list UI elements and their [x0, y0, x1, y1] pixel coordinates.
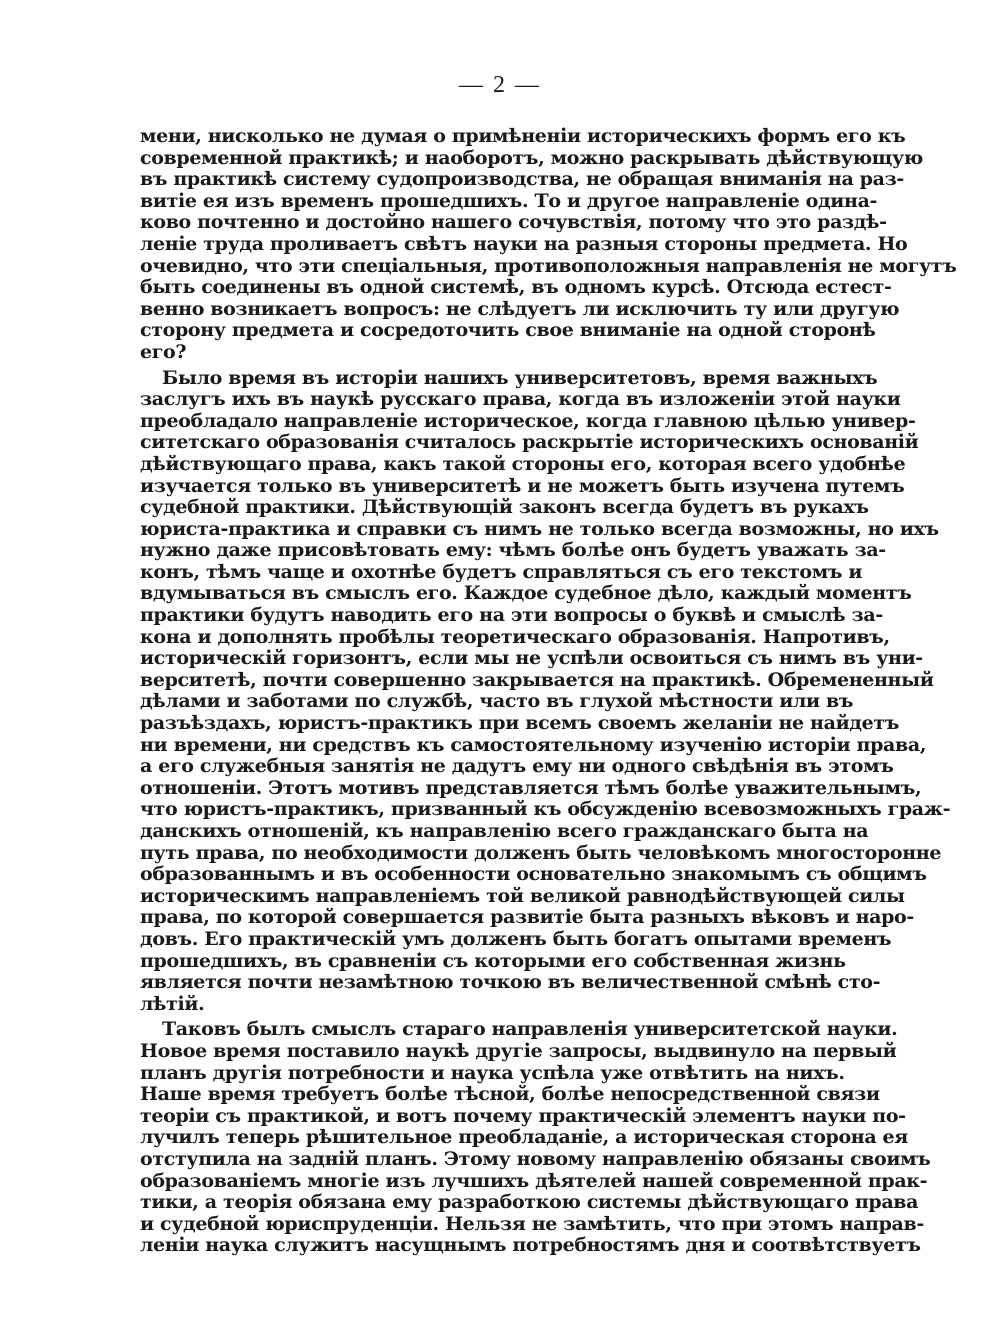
text-line: довъ. Его практическій умъ долженъ быть богатъ опытами временъ [140, 927, 892, 950]
text-line: образованіемъ многіе изъ лучшихъ дѣятелей нашей современной прак- [140, 1169, 928, 1192]
text-line: Таковъ былъ смыслъ стараго направленія университетской науки. [162, 1018, 898, 1041]
text-line: разъѣздахъ, юристъ-практикъ при всемъ своемъ желаніи не найдетъ [140, 712, 900, 735]
text-line: быть соединены въ одной системѣ, въ одномъ курсѣ. Отсюда естест- [140, 276, 892, 299]
text-line: ково почтенно и достойно нашего сочувствія, потому что это раздѣ- [140, 211, 887, 234]
text-line: историческимъ направленіемъ той великой равнодѣйствующей силы [140, 884, 905, 907]
text-line: венно возникаетъ вопросъ: не слѣдуетъ ли исключить ту или другую [140, 297, 900, 320]
text-line: кона и дополнять пробѣлы теоретическаго образованія. Напротивъ, [140, 625, 890, 648]
text-line: леніе труда проливаетъ свѣтъ науки на разныя стороны предмета. Но [140, 232, 908, 255]
text-line: прошедшихъ, въ сравненіи съ которыми его собственная жизнь [140, 949, 846, 972]
text-line: образованнымъ и въ особенности основательно знакомымъ съ общимъ [140, 863, 927, 886]
text-line: дѣлами и заботами по службѣ, часто въ глухой мѣстности или въ [140, 690, 854, 713]
text-line: практики будутъ наводить его на эти вопросы о буквѣ и смыслѣ за- [140, 604, 883, 627]
text-line: изучается только въ университетѣ и не можетъ быть изучена путемъ [140, 474, 905, 497]
text-line: данскихъ отношеній, къ направленію всего гражданскаго быта на [140, 820, 869, 842]
text-line: ситетскаго образованія считалось раскрытіе историческихъ основаній [140, 431, 919, 454]
page-number: — 2 — [459, 72, 541, 98]
text-line: юриста-практика и справки съ нимъ не только всегда возможны, но ихъ [140, 517, 939, 540]
text-line: дѣйствующаго права, какъ такой стороны его, которая всего удобнѣе [140, 452, 906, 475]
body-text [140, 125, 957, 1257]
text-line: мени, нисколько не думая о примѣненіи историческихъ формъ его къ [140, 125, 906, 147]
text-line: вдумываться въ смыслъ его. Каждое судебное дѣло, каждый моментъ [140, 582, 912, 605]
text-line: очевидно, что эти спеціальныя, противоположныя направленія не могутъ [140, 254, 957, 277]
text-line: историческій горизонтъ, если мы не успѣли освоиться съ нимъ въ уни- [140, 647, 923, 670]
text-line: права, по которой совершается развитіе быта разныхъ вѣковъ и наро- [140, 906, 914, 929]
text-line: ни времени, ни средствъ къ самостоятельному изученію исторіи права, [140, 733, 927, 756]
text-line: витіе ея изъ временъ прошедшихъ. То и другое направленіе одина- [140, 189, 878, 212]
text-line: въ практикѣ систему судопроизводства, не обращая вниманія на раз- [140, 168, 904, 191]
paragraph [140, 1018, 931, 1257]
text-line: отношеніи. Этотъ мотивъ представляется тѣмъ болѣе уважительнымъ, [140, 776, 922, 799]
text-line: Новое время поставило наукѣ другіе запросы, выдвинуло на первый [140, 1039, 897, 1062]
text-line: современной практикѣ; и наоборотъ, можно раскрывать дѣйствующую [140, 146, 923, 169]
text-line: путь права, по необходимости долженъ быть человѣкомъ многосторонне [140, 841, 942, 864]
text-line: леніи наука служитъ насущнымъ потребностямъ дня и соотвѣтствуетъ [140, 1234, 921, 1257]
text-line: заслугъ ихъ въ наукѣ русскаго права, когда въ изложеніи этой науки [140, 388, 901, 411]
text-line: нужно даже присовѣтовать ему: чѣмъ болѣе онъ будетъ уважать за- [140, 539, 886, 562]
text-line: теоріи съ практикой, и вотъ почему практическій элементъ науки по- [140, 1104, 906, 1127]
text-line: и судебной юриспруденціи. Нельзя не замѣтить, что при этомъ направ- [140, 1212, 924, 1235]
text-line: планъ другія потребности и наука успѣла уже отвѣтить на нихъ. [140, 1061, 845, 1084]
text-line: преобладало направленіе историческое, когда главною цѣлью универ- [140, 409, 916, 432]
text-line: сторону предмета и сосредоточить свое вниманіе на одной сторонѣ [140, 319, 876, 342]
text-line: верситетѣ, почти совершенно закрывается на практикѣ. Обремененный [140, 668, 934, 691]
text-line: лучилъ теперь рѣшительное преобладаніе, а историческая сторона ея [140, 1126, 908, 1149]
text-line: конъ, тѣмъ чаще и охотнѣе будетъ справляться съ его текстомъ и [140, 560, 863, 583]
text-line: тики, а теорія обязана ему разработкою системы дѣйствующаго права [140, 1191, 919, 1214]
text-line: что юристъ-практикъ, призванный къ обсужденію всевозможныхъ граж- [140, 798, 951, 821]
text-line: лѣтій. [140, 992, 205, 1015]
paragraph [140, 366, 951, 1016]
text-line: его? [140, 340, 187, 363]
paragraph [140, 125, 957, 364]
text-line: а его служебныя занятія не дадутъ ему ни одного свѣдѣнія въ этомъ [140, 755, 894, 778]
text-line: Было время въ исторіи нашихъ университетовъ, время важныхъ [162, 366, 878, 389]
text-line: отступила на задній планъ. Этому новому направленію обязаны своимъ [140, 1147, 931, 1170]
text-line: Наше время требуетъ болѣе тѣсной, болѣе непосредственной связи [140, 1083, 880, 1106]
text-line: является почти незамѣтною точкою въ величественной смѣнѣ сто- [140, 971, 881, 994]
text-line: судебной практики. Дѣйствующій законъ всегда будетъ въ рукахъ [140, 496, 869, 519]
